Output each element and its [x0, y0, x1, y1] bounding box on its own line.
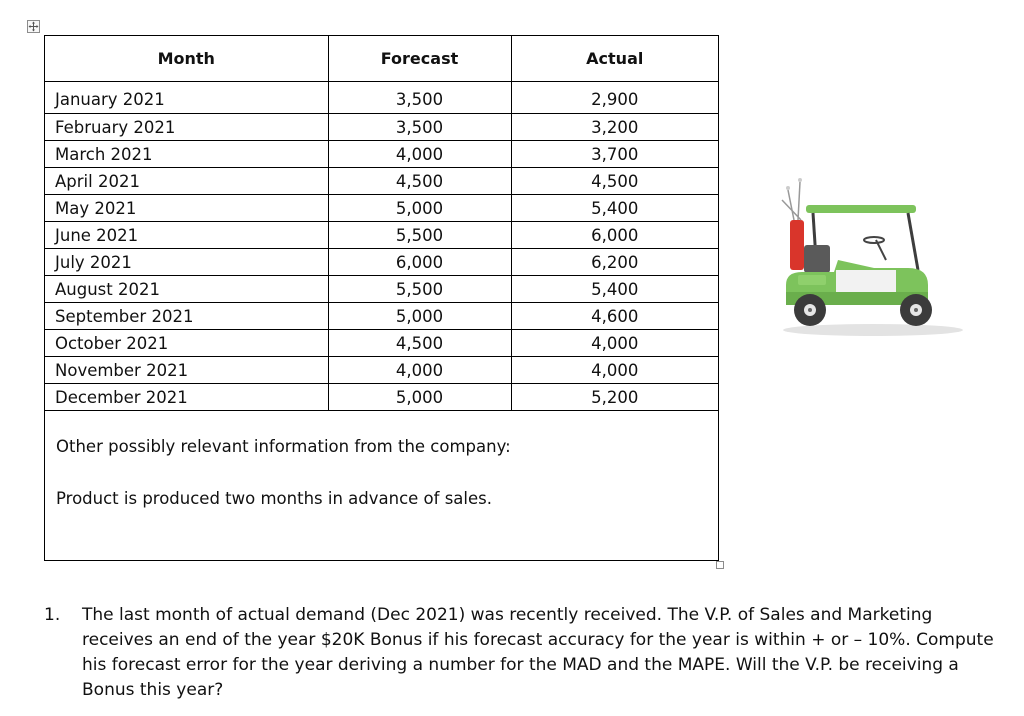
actual-cell: 2,900 [511, 82, 718, 114]
golf-cart-icon [768, 160, 968, 345]
actual-cell: 4,000 [511, 330, 718, 357]
month-cell: February 2021 [45, 114, 328, 141]
question-1 [44, 603, 1004, 703]
forecast-table-container [44, 35, 719, 561]
forecast-cell: 5,000 [328, 384, 511, 411]
table-row [45, 276, 718, 303]
table-row [45, 222, 718, 249]
table-row [45, 168, 718, 195]
actual-cell: 3,700 [511, 141, 718, 168]
move-arrows-icon [28, 21, 39, 32]
table-row [45, 303, 718, 330]
actual-cell: 4,600 [511, 303, 718, 330]
forecast-table [45, 36, 718, 411]
month-cell: March 2021 [45, 141, 328, 168]
table-header-row [45, 36, 718, 82]
forecast-cell: 4,500 [328, 330, 511, 357]
month-cell: January 2021 [45, 82, 328, 114]
month-cell: October 2021 [45, 330, 328, 357]
forecast-cell: 4,000 [328, 141, 511, 168]
forecast-cell: 3,500 [328, 114, 511, 141]
month-cell: May 2021 [45, 195, 328, 222]
month-cell: November 2021 [45, 357, 328, 384]
question-text: The last month of actual demand (Dec 2021) was recently received. The V.P. of Sales and Marketing receives an end of the year $20K Bonus if his forecast accuracy for the year is within + or – 10%. Compute his forecast error for the year deriving a number for the MAD and the MAPE. Will the V.P. be receiving a Bonus this year? [82, 605, 994, 700]
notes-section [56, 434, 511, 538]
table-move-handle[interactable] [27, 20, 40, 33]
question-number: 1. [44, 605, 61, 625]
forecast-cell: 5,000 [328, 303, 511, 330]
forecast-cell: 6,000 [328, 249, 511, 276]
notes-line-2: Product is produced two months in advance of sales. [56, 489, 492, 508]
header-month: Month [45, 36, 328, 82]
table-row [45, 114, 718, 141]
table-row [45, 82, 718, 114]
forecast-cell: 5,000 [328, 195, 511, 222]
month-cell: April 2021 [45, 168, 328, 195]
notes-line-1: Other possibly relevant information from the company: [56, 437, 511, 456]
actual-cell: 4,000 [511, 357, 718, 384]
month-cell: December 2021 [45, 384, 328, 411]
forecast-cell: 4,500 [328, 168, 511, 195]
table-row [45, 141, 718, 168]
table-row [45, 357, 718, 384]
forecast-cell: 3,500 [328, 82, 511, 114]
month-cell: September 2021 [45, 303, 328, 330]
table-row [45, 249, 718, 276]
month-cell: August 2021 [45, 276, 328, 303]
actual-cell: 4,500 [511, 168, 718, 195]
header-forecast: Forecast [328, 36, 511, 82]
forecast-cell: 5,500 [328, 222, 511, 249]
actual-cell: 5,400 [511, 195, 718, 222]
table-row [45, 384, 718, 411]
actual-cell: 3,200 [511, 114, 718, 141]
forecast-cell: 4,000 [328, 357, 511, 384]
table-row [45, 195, 718, 222]
actual-cell: 6,000 [511, 222, 718, 249]
actual-cell: 5,200 [511, 384, 718, 411]
month-cell: June 2021 [45, 222, 328, 249]
header-actual: Actual [511, 36, 718, 82]
actual-cell: 6,200 [511, 249, 718, 276]
table-row [45, 330, 718, 357]
forecast-cell: 5,500 [328, 276, 511, 303]
month-cell: July 2021 [45, 249, 328, 276]
resize-handle-icon[interactable] [716, 561, 724, 569]
actual-cell: 5,400 [511, 276, 718, 303]
